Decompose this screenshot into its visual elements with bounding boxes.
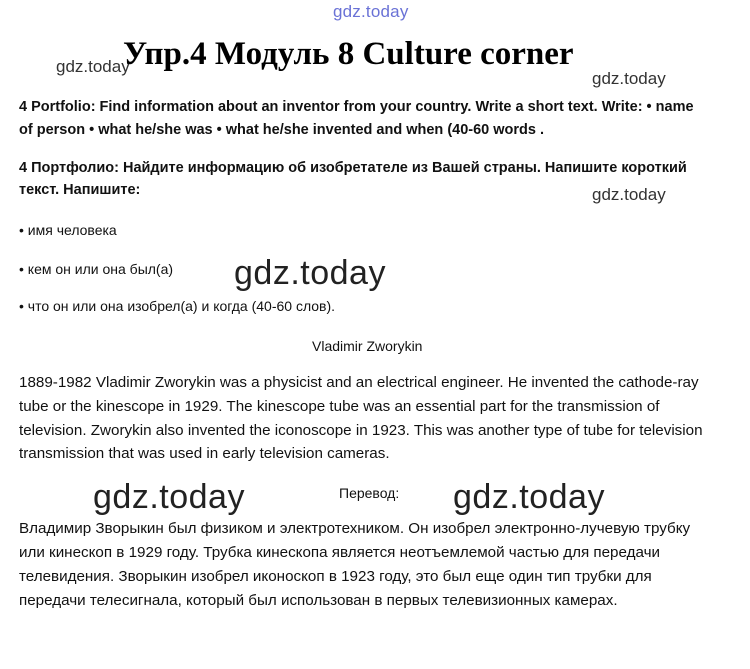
subject-name: Vladimir Zworykin	[312, 338, 423, 354]
answer-ru-line-2: или кинескоп в 1929 году. Трубка кинескопа является неотъемлемой частью для передачи	[19, 544, 660, 561]
answer-en-line-3: television. Zworykin also invented the iconoscope in 1923. This was another type of tube for television	[19, 422, 703, 439]
answer-en-line-4: transmission that was used in early television cameras.	[19, 445, 390, 462]
page-title: Упр.4 Модуль 8 Culture corner	[123, 36, 574, 72]
answer-ru-line-3: телевидения. Зворыкин изобрел иконоскоп в 1923 году, это был еще один тип трубки для	[19, 568, 652, 585]
bullet-name: • имя человека	[19, 222, 117, 238]
answer-en-line-1: 1889-1982 Vladimir Zworykin was a physicist and an electrical engineer. He invented the cathode-ray	[19, 374, 699, 391]
task-en-line-1: 4 Portfolio: Find information about an inventor from your country. Write a short text. Write: • name	[19, 99, 694, 115]
answer-ru-line-1: Владимир Зворыкин был физиком и электротехником. Он изобрел электронно-лучевую трубку	[19, 520, 691, 537]
watermark-bullets: gdz.today	[234, 254, 386, 292]
bullet-invention: • что он или она изобрел(а) и когда (40-60 слов).	[19, 298, 336, 314]
watermark-translation-right: gdz.today	[453, 478, 605, 516]
answer-en-line-2: tube or the kinescope in 1929. The kinescope tube was an essential part for the transmission of	[19, 398, 660, 415]
watermark-task-right: gdz.today	[592, 185, 666, 204]
watermark-title-left: gdz.today	[56, 57, 130, 76]
watermark-title-right: gdz.today	[592, 69, 666, 88]
task-ru-line-1: 4 Портфолио: Найдите информацию об изобретателе из Вашей страны. Напишите короткий	[19, 160, 687, 176]
watermark-top: gdz.today	[333, 2, 409, 21]
task-en-line-2: of person • what he/she was • what he/she invented and when (40-60 words .	[19, 122, 545, 138]
task-ru-line-2: текст. Напишите:	[19, 182, 141, 198]
answer-ru-line-4: передачи телесигнала, который был использован в первых телевизионных камерах.	[19, 592, 618, 609]
watermark-translation-left: gdz.today	[93, 478, 245, 516]
bullet-who: • кем он или она был(а)	[19, 261, 174, 277]
translation-label: Перевод:	[339, 485, 400, 501]
